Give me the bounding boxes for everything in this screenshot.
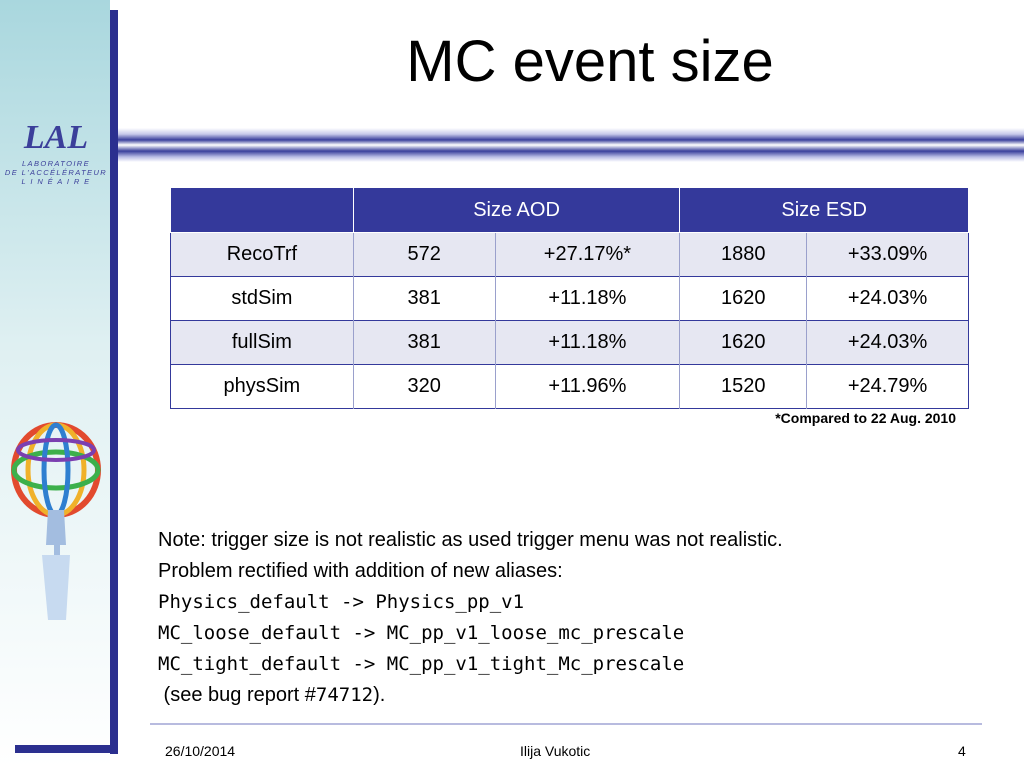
esd-size: 1620 <box>680 321 807 365</box>
aod-change: +11.96% <box>495 365 680 409</box>
table-row <box>171 233 969 277</box>
table-row <box>171 321 969 365</box>
table-header-esd: Size ESD <box>680 188 969 233</box>
table-row <box>171 277 969 321</box>
note-block <box>158 525 783 711</box>
bug-report-line <box>158 680 783 711</box>
event-size-table <box>170 187 969 409</box>
note-line-2: Problem rectified with addition of new aliases: <box>158 560 563 582</box>
esd-change: +33.09% <box>807 233 969 277</box>
table-header-empty <box>171 188 354 233</box>
esd-size: 1620 <box>680 277 807 321</box>
footer-author: Ilija Vukotic <box>520 743 591 759</box>
lal-logo <box>4 118 108 186</box>
footer-date: 26/10/2014 <box>165 743 236 759</box>
table-header-row <box>171 188 969 233</box>
lal-logo-icon <box>4 118 108 154</box>
title-stripe <box>118 128 1024 162</box>
aod-size: 381 <box>353 277 495 321</box>
sidebar-band <box>0 0 110 768</box>
alias-line-1: Physics_default -> Physics_pp_v1 <box>158 591 525 613</box>
logo-line-2: DE L'ACCÉLÉRATEUR <box>4 168 108 177</box>
table-header-aod: Size AOD <box>353 188 680 233</box>
aod-size: 320 <box>353 365 495 409</box>
footer-page-number: 4 <box>958 743 966 759</box>
esd-change: +24.79% <box>807 365 969 409</box>
svg-text:LAL: LAL <box>23 119 89 154</box>
sidebar-bottom-edge <box>15 745 118 753</box>
esd-size: 1520 <box>680 365 807 409</box>
table-row <box>171 365 969 409</box>
aod-size: 381 <box>353 321 495 365</box>
atlas-logo-icon <box>4 415 108 625</box>
bug-report-number: 74712 <box>315 684 374 706</box>
esd-change: +24.03% <box>807 277 969 321</box>
slide-title: MC event size <box>406 29 774 94</box>
note-line-1: Note: trigger size is not realistic as used trigger menu was not realistic. <box>158 529 783 551</box>
alias-line-2: MC_loose_default -> MC_pp_v1_loose_mc_prescale <box>158 622 685 644</box>
row-name: fullSim <box>171 321 354 365</box>
row-name: RecoTrf <box>171 233 354 277</box>
row-name: physSim <box>171 365 354 409</box>
bug-report-prefix: (see bug report # <box>158 684 316 706</box>
aod-change: +27.17%* <box>495 233 680 277</box>
bug-report-suffix: ). <box>373 684 386 706</box>
aod-size: 572 <box>353 233 495 277</box>
logo-line-3: L I N É A I R E <box>21 177 91 186</box>
row-name: stdSim <box>171 277 354 321</box>
alias-line-3: MC_tight_default -> MC_pp_v1_tight_Mc_prescale <box>158 653 685 675</box>
footer-divider <box>150 723 982 725</box>
table-footnote: *Compared to 22 Aug. 2010 <box>775 410 956 426</box>
esd-size: 1880 <box>680 233 807 277</box>
logo-line-1: LABORATOIRE <box>21 159 91 168</box>
aod-change: +11.18% <box>495 277 680 321</box>
sidebar-edge <box>110 10 118 754</box>
aod-change: +11.18% <box>495 321 680 365</box>
esd-change: +24.03% <box>807 321 969 365</box>
